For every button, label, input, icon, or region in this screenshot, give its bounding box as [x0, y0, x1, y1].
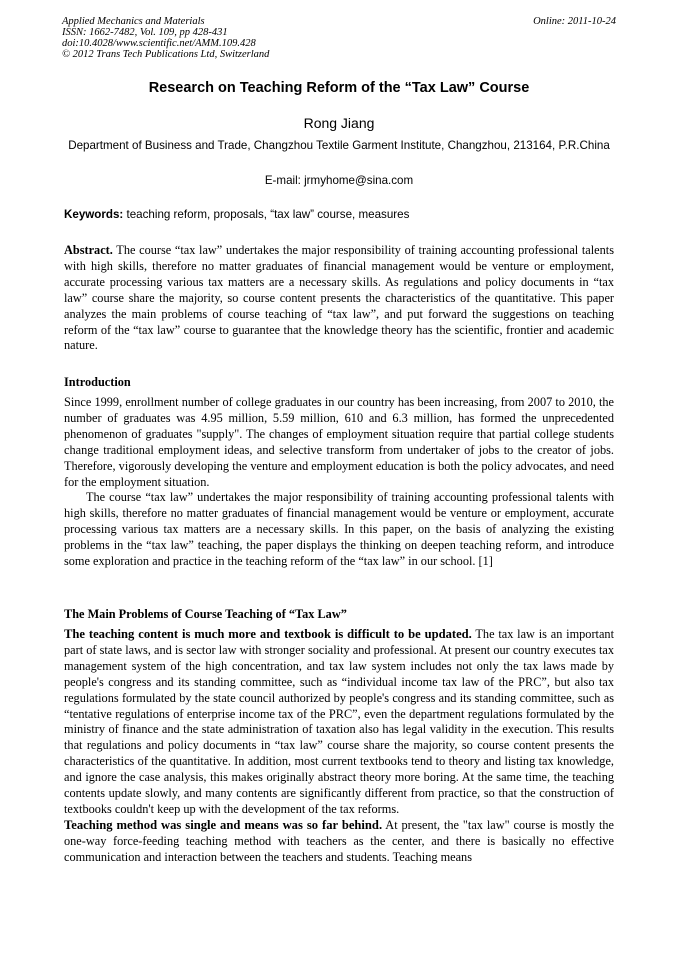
introduction-paragraph-2: The course “tax law” undertakes the major responsibility of training accounting professional talents with high skills, therefore no matter graduates of financial management would be venture or employment, accurate processing various tax matters are a necessary skills. In this paper, on the basis of analyzing the existing problems in the “tax law” teaching, the paper displays the thinking on deepen teaching reform, and introduce some exploration and practice in the teaching reform of the “tax law” in our school. [1] — [64, 490, 614, 569]
introduction-paragraph-1: Since 1999, enrollment number of college graduates in our country has been increasing, from 2007 to 2010, the number of graduates was 4.95 million, 5.59 million, 610 and 6.3 million, has formed the unprecedented phenomenon of graduates "supply". The changes of employment situation require that partial college students change traditional employment ideas, and selective transform from undertaker of jobs to the creator of jobs. Therefore, vigorously developing the venture and employment education is both the policy advocates, and need for the employment situation. — [64, 395, 614, 489]
keywords-text: teaching reform, proposals, “tax law” course, measures — [123, 208, 410, 221]
author-name: Rong Jiang — [303, 115, 375, 131]
abstract-label: Abstract. — [64, 243, 113, 257]
problems-paragraph-1-text: The tax law is an important part of state laws, and is sector law with stronger sociality and professional. At present our country executes tax management system of the high concentration, and tax law system includes not only the tax laws made by people's congress and its standing committee, such as “individual income tax law of the PRC”, but also tax regulations formulated by the state council authorized by people's congress and its standing committee, such as “tentative regulations of enterprise income tax of the PRC”, even the department regulations formulated by the ministry of finance and the state administration of taxation also has legal validity in the execution. This results that regulations and policy documents in “tax law” course share the majority, so course content presents the characteristics of the quantitative. In addition, most current textbooks tend to theory and listing tax knowledge, and ignore the case analysis, this makes originally abstract theory more boring. At the same time, the teaching contents update slowly, and many contents are significantly different from practice, so that the construction of textbooks couldn't keep up with the development of the tax reforms. — [64, 627, 614, 816]
doi-line: doi:10.4028/www.scientific.net/AMM.109.428 — [62, 38, 256, 49]
problems-paragraph-1-lead: The teaching content is much more and textbook is difficult to be updated. — [64, 627, 472, 641]
problems-paragraph-2-text: At present, the "tax law" course is mostly the one-way force-feeding teaching method with teachers as the center, and there is basically no effective communication and interaction between the teachers and students. Teaching means — [64, 817, 614, 864]
abstract-text: The course “tax law” undertakes the major responsibility of training accounting professional talents with high skills, therefore no matter graduates of financial management would be venture or employment, accurate processing various tax matters are a necessary skills. As regulations and policy documents in “tax law” course share the majority, so course content presents the characteristics of the quantitative. This paper analyzes the main problems of course teaching of “tax law”, and put forward the suggestions on teaching reform of the “tax law” course to guarantee that the knowledge theory has the scientific, frontier and academic nature. — [64, 243, 614, 353]
problems-paragraph-2-lead: Teaching method was single and means was so far behind. — [64, 817, 383, 832]
main-problems-body — [64, 627, 614, 866]
introduction-body — [64, 395, 614, 570]
section-heading-introduction: Introduction — [64, 375, 131, 389]
abstract — [64, 243, 614, 354]
issn-line: ISSN: 1662-7482, Vol. 109, pp 428-431 — [62, 27, 228, 38]
problems-paragraph-1 — [64, 627, 614, 818]
problems-paragraph-2 — [64, 818, 614, 866]
section-heading-main-problems: The Main Problems of Course Teaching of “Tax Law” — [64, 607, 347, 621]
paper-title: Research on Teaching Reform of the “Tax Law” Course — [148, 80, 530, 96]
online-date: Online: 2011-10-24 — [533, 16, 616, 27]
journal-header — [62, 16, 616, 60]
author-email: E-mail: jrmyhome@sina.com — [264, 174, 414, 187]
keywords — [64, 208, 616, 221]
copyright-line: © 2012 Trans Tech Publications Ltd, Switzerland — [62, 49, 270, 60]
keywords-label: Keywords: — [64, 208, 124, 221]
journal-name: Applied Mechanics and Materials — [62, 16, 205, 27]
author-affiliation: Department of Business and Trade, Changzhou Textile Garment Institute, Changzhou, 213164, P.R.China — [68, 139, 610, 152]
